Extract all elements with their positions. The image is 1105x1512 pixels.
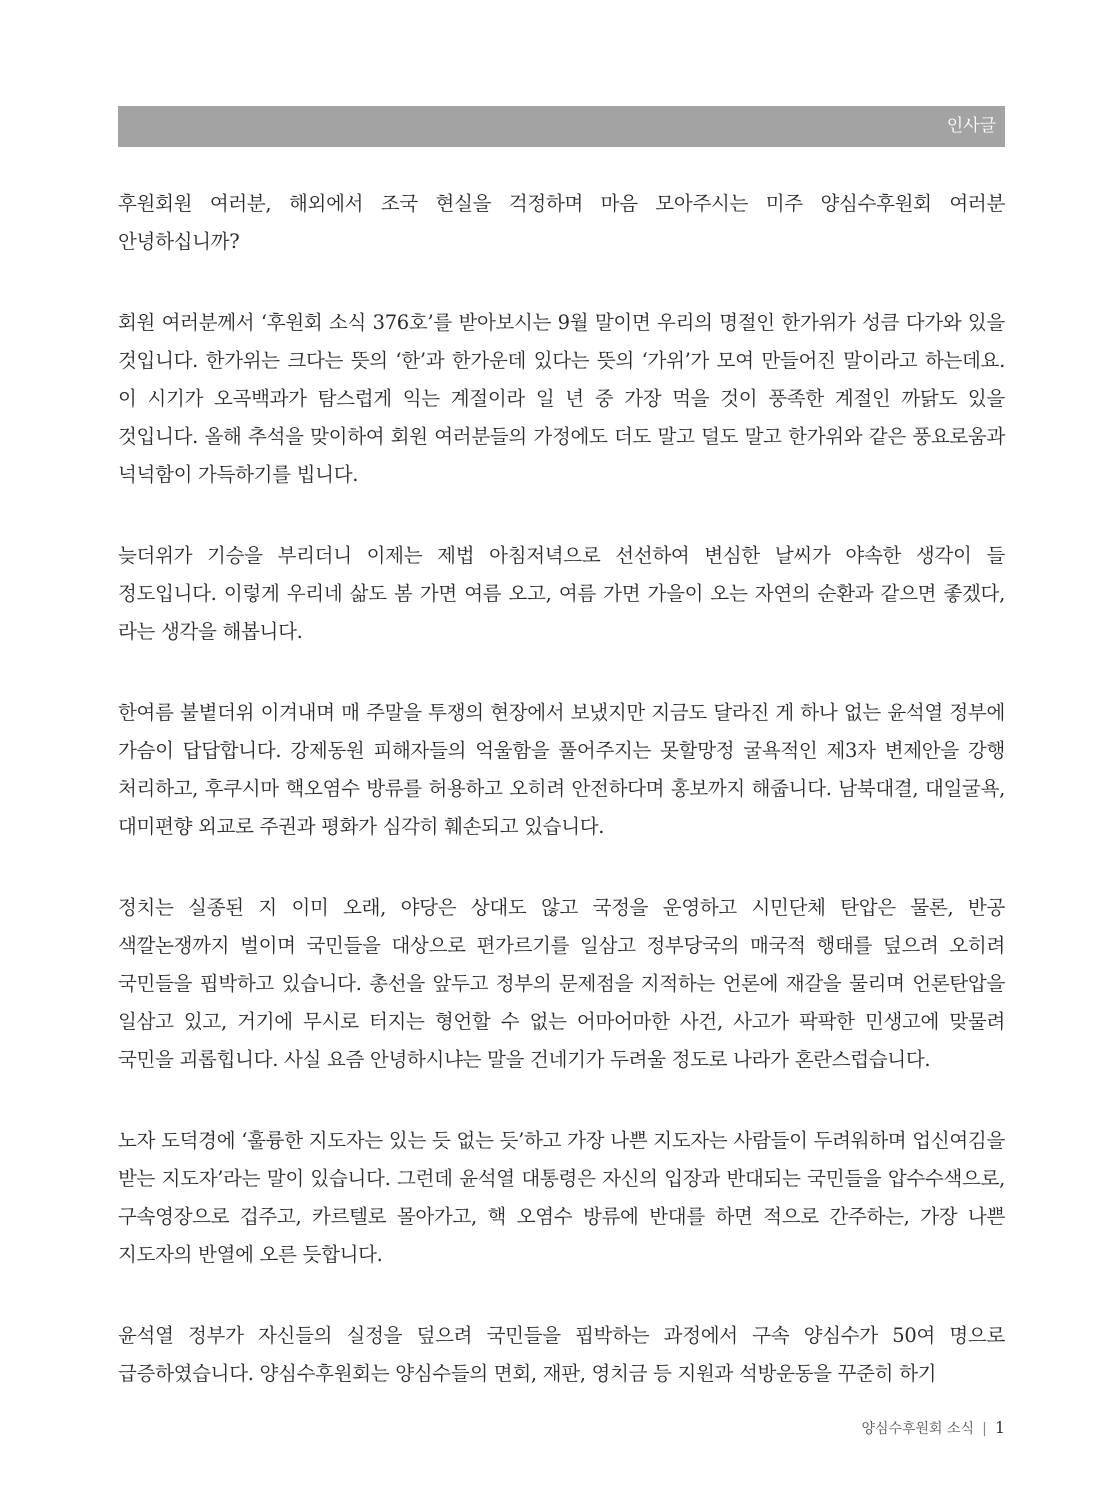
paragraph-weather: 늦더위가 기승을 부리더니 이제는 제법 아침저녁으로 선선하여 변심한 날씨가 야속한 생각이 들 정도입니다. 이렇게 우리네 삶도 봄 가면 여름 오고, 여름 가면 가을이 오는 자연의 순환과 같으면 좋겠다, 라는 생각을 해봅니다. [118,544,1005,643]
letter-body [118,185,1005,1436]
publication-name: 양심수후원회 소식 [861,1421,975,1437]
paragraph-government: 한여름 불볕더위 이겨내며 매 주말을 투쟁의 현장에서 보냈지만 지금도 달라진 게 하나 없는 윤석열 정부에 가슴이 답답합니다. 강제동원 피해자들의 억울함을 풀어주지는 못할망정 굴욕적인 제3자 변제안을 강행 처리하고, 후쿠시마 핵오염수 방류를 허용하고 오히려 안전하다며 홍보까지 해줍니다. 남북대결, 대일굴욕, 대미편향 외교로 주권과 평화가 심각히 훼손되고 있습니다. [118,701,1005,838]
footer-separator: | [982,1421,987,1437]
paragraph-politics: 정치는 실종된 지 이미 오래, 야당은 상대도 않고 국정을 운영하고 시민단체 탄압은 물론, 반공 색깔논쟁까지 벌이며 국민들을 대상으로 편가르기를 일삼고 정부당국의 매국적 행태를 덮으려 오히려 국민들을 핍박하고 있습니다. 총선을 앞두고 정부의 문제점을 지적하는 언론에 재갈을 물리며 언론탄압을 일삼고 있고, 거기에 무시로 터지는 형언할 수 없는 어마어마한 사건, 사고가 팍팍한 민생고에 맞물려 국민을 괴롭힙니다. 사실 요즘 안녕하시냐는 말을 건네기가 두려울 정도로 나라가 혼란스럽습니다. [118,896,1005,1071]
section-label: 인사글 [946,116,996,136]
page-number: 1 [994,1418,1005,1437]
paragraph-laozi: 노자 도덕경에 ‘훌륭한 지도자는 있는 듯 없는 듯’하고 가장 나쁜 지도자는 사람들이 두려워하며 업신여김을 받는 지도자’라는 말이 있습니다. 그런데 윤석열 대통령은 자신의 입장과 반대되는 국민들을 압수수색으로, 구속영장으로 겁주고, 카르텔로 몰아가고, 핵 오염수 방류에 반대를 하면 적으로 간주하는, 가장 나쁜 지도자의 반열에 오른 듯합니다. [118,1129,1005,1266]
paragraph-prisoners: 윤석열 정부가 자신들의 실정을 덮으려 국민들을 핍박하는 과정에서 구속 양심수가 50여 명으로 급증하였습니다. 양심수후원회는 양심수들의 면회, 재판, 영치금 등 지원과 석방운동을 꾸준히 하기 [118,1324,1005,1385]
paragraph-greeting: 후원회원 여러분, 해외에서 조국 현실을 걱정하며 마음 모아주시는 미주 양심수후원회 여러분 안녕하십니까? [118,192,1005,253]
section-header-bar [118,106,1005,147]
page-footer [861,1418,1005,1439]
paragraph-hangawi: 회원 여러분께서 ‘후원회 소식 376호’를 받아보시는 9월 말이면 우리의 명절인 한가위가 성큼 다가와 있을 것입니다. 한가위는 크다는 뜻의 ‘한’과 한가운데 있다는 뜻의 ‘가위’가 모여 만들어진 말이라고 하는데요. 이 시기가 오곡백과가 탐스럽게 익는 계절이라 일 년 중 가장 먹을 것이 풍족한 계절인 까닭도 있을 것입니다. 올해 추석을 맞이하여 회원 여러분들의 가정에도 더도 말고 덜도 말고 한가위와 같은 풍요로움과 넉넉함이 가득하기를 빕니다. [118,311,1005,486]
